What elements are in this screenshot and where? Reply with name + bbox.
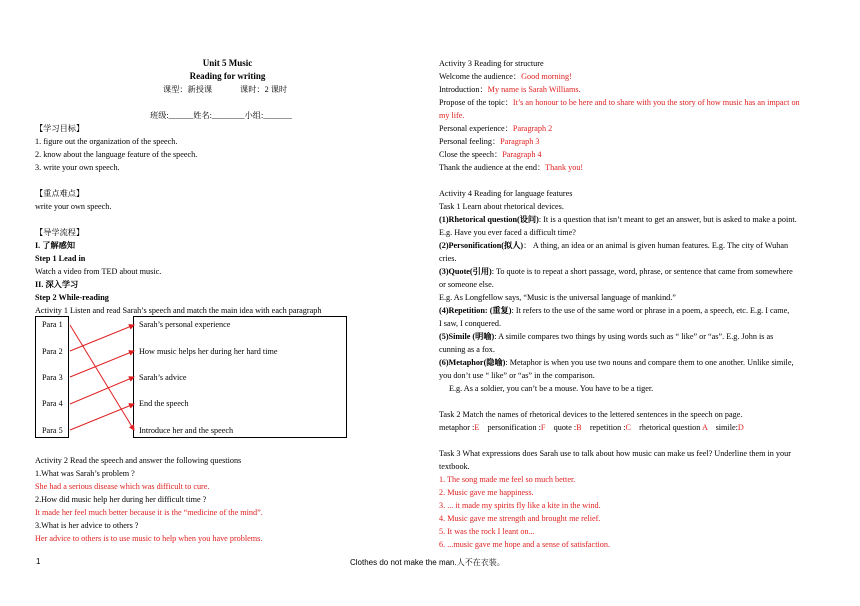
question: 3.What is her advice to others ? [35,521,139,530]
step-heading: Step 2 While-reading [35,293,109,302]
process-header: 【导学流程】 [35,228,85,237]
device-row [439,306,789,316]
expression-answer: 2. Music gave me happiness. [439,488,534,497]
task-heading: Task 1 Learn about rhetorical devices. [439,202,564,211]
step-text: Watch a video from TED about music. [35,267,162,276]
section-heading: II. 深入学习 [35,280,79,289]
task-heading: Task 2 Match the names of rhetorical devices to the lettered sentences in the speech on page. [439,410,743,419]
expression-answer: 1. The song made me feel so much better. [439,475,576,484]
activity-heading: Activity 4 Reading for language features [439,189,573,198]
device-row [439,358,794,368]
para-label: Para 1 [42,320,63,329]
answer: She had a serious disease which was difficult to cure. [35,482,210,491]
device-definition: : To quote is to repeat a short passage, word, phrase, or sentence that came from somewhere [491,267,793,276]
device-name: personification : [487,423,541,432]
device-definition: ： A thing, an idea or an animal is given human features. E.g. The city of Wuhan [523,241,789,250]
device-term: (3)Quote(引用) [439,267,492,276]
device-letter: E [474,423,480,432]
question: 1.What was Sarah’s problem ? [35,469,135,478]
match-line [70,404,134,430]
structure-row [439,150,542,160]
device-row [439,267,793,277]
key-points-header: 【重点难点】 [35,189,85,198]
class-name-group-line: 班级:______姓名:________小组:_______ [150,111,292,120]
device-term: (1)Rhetorical question(设问) [439,215,539,224]
task2-answers [439,423,744,433]
activity-heading: Activity 3 Reading for structure [439,59,544,68]
device-example: E.g. As a soldier, you can’t be a mouse. You have to be a tiger. [449,384,654,393]
structure-row [439,85,581,95]
device-name: quote : [553,423,577,432]
structure-answer: Paragraph 3 [500,137,540,146]
structure-label: Close the speech： [439,150,503,159]
para-label: Para 2 [42,347,63,356]
activity-heading: Activity 2 Read the speech and answer the following questions [35,456,242,465]
goal-item: 3. write your own speech. [35,163,120,172]
structure-answer: Paragraph 2 [512,124,553,133]
structure-label: Propose of the topic： [439,98,513,107]
worksheet-title: Unit 5 Music [202,58,253,68]
device-continuation: I saw, I conquered. [439,319,501,328]
page-number: 1 [36,557,41,566]
structure-label: Introduction： [439,85,488,94]
answer: It made her feel much better because it is the “medicine of the mind”. [35,508,263,517]
match-line [70,325,134,430]
structure-answer: It’s an honour to be here and to share with you the story of how music has an impact on [512,98,800,107]
device-definition: : It refers to the use of the same word or phrase in a poem, a speech, etc. E.g. I came, [511,306,790,315]
structure-row [439,137,540,147]
task-heading-continuation: textbook. [439,462,470,471]
structure-label: Thank the audience at the end： [439,163,546,172]
device-example: E.g. Have you ever faced a difficult time? [439,228,576,237]
structure-answer: Thank you! [545,163,584,172]
para-label: Para 4 [42,399,63,408]
expression-answer: 3. ... it made my spirits fly like a kite in the wind. [439,501,601,510]
device-name: simile: [715,423,738,432]
device-name: metaphor : [439,423,475,432]
activity-heading: Activity 1 Listen and read Sarah’s speech and match the main idea with each paragraph [35,306,322,315]
device-continuation: cries. [439,254,457,263]
device-term: (4)Repetition: (重复) [439,306,512,315]
device-row [439,332,773,342]
structure-row [439,124,552,134]
expression-answer: 6. ...music gave me hope and a sense of satisfaction. [439,540,610,549]
step-heading: Step 1 Lead in [35,254,86,263]
answer: Her advice to others is to use music to help when you have problems. [35,534,263,543]
goal-item: 1. figure out the organization of the speech. [35,137,178,146]
match-lines [35,316,155,440]
task-heading: Task 3 What expressions does Sarah use to talk about how music can make us feel? Underline them in your [439,449,791,458]
lesson-type: 课型：新授课 [163,85,213,94]
structure-label: Personal experience： [439,124,513,133]
device-definition: : It is a question that isn’t meant to get an answer, but is asked to make a point. [538,215,797,224]
device-letter: F [540,423,546,432]
structure-row [439,163,583,173]
section-heading: I. 了解感知 [35,241,76,250]
device-letter: D [737,423,744,432]
structure-label: Personal feeling： [439,137,501,146]
device-term: (6)Metaphor(隐喻) [439,358,506,367]
structure-answer: Good morning! [521,72,572,81]
goal-item: 2. know about the language feature of the speech. [35,150,198,159]
device-row [439,215,797,225]
structure-answer: my life. [439,111,465,120]
device-continuation: cunning as a fox. [439,345,495,354]
footer-motto: Clothes do not make the man.人不在衣装。 [350,558,505,567]
para-label: Para 3 [42,373,63,382]
match-line [70,351,134,377]
para-label: Para 5 [42,426,63,435]
device-row [439,241,788,251]
device-letter: B [576,423,582,432]
structure-answer: My name is Sarah Williams. [487,85,581,94]
goals-header: 【学习目标】 [35,124,85,133]
structure-row [439,72,572,82]
match-line [70,377,134,404]
main-idea-label: Sarah’s advice [139,373,187,382]
main-idea-label: How music helps her during her hard time [139,347,278,356]
device-example: E.g. As Longfellow says, “Music is the universal language of mankind.” [439,293,676,302]
key-points-text: write your own speech. [35,202,112,211]
device-letter: A [701,423,708,432]
main-idea-label: End the speech [139,399,189,408]
expression-answer: 4. Music gave me strength and brought me relief. [439,514,601,523]
question: 2.How did music help her during her difficult time ? [35,495,207,504]
expression-answer: 5. It was the rock I leant on... [439,527,535,536]
device-name: rhetorical question [639,423,702,432]
device-definition: : Metaphor is when you use two nouns and compare them to one another. Unlike simile, [505,358,794,367]
structure-row [439,98,800,108]
periods: 课时：2 课时 [240,85,288,94]
device-continuation: you don’t use “ like” or “as” in the comparison. [439,371,595,380]
main-idea-label: Introduce her and the speech [139,426,234,435]
device-letter: C [625,423,631,432]
worksheet-subtitle: Reading for writing [189,71,266,81]
main-idea-label: Sarah’s personal experience [139,320,231,329]
structure-label: Welcome the audience： [439,72,522,81]
device-continuation: or someone else. [439,280,494,289]
match-line [70,325,134,351]
device-term: (2)Personification(拟人) [439,241,524,250]
device-name: repetition : [589,423,626,432]
structure-answer: Paragraph 4 [502,150,542,159]
device-term: (5)Simile (明喻) [439,332,495,341]
device-definition: : A simile compares two things by using words such as “ like” or “as”. E.g. John is as [494,332,774,341]
